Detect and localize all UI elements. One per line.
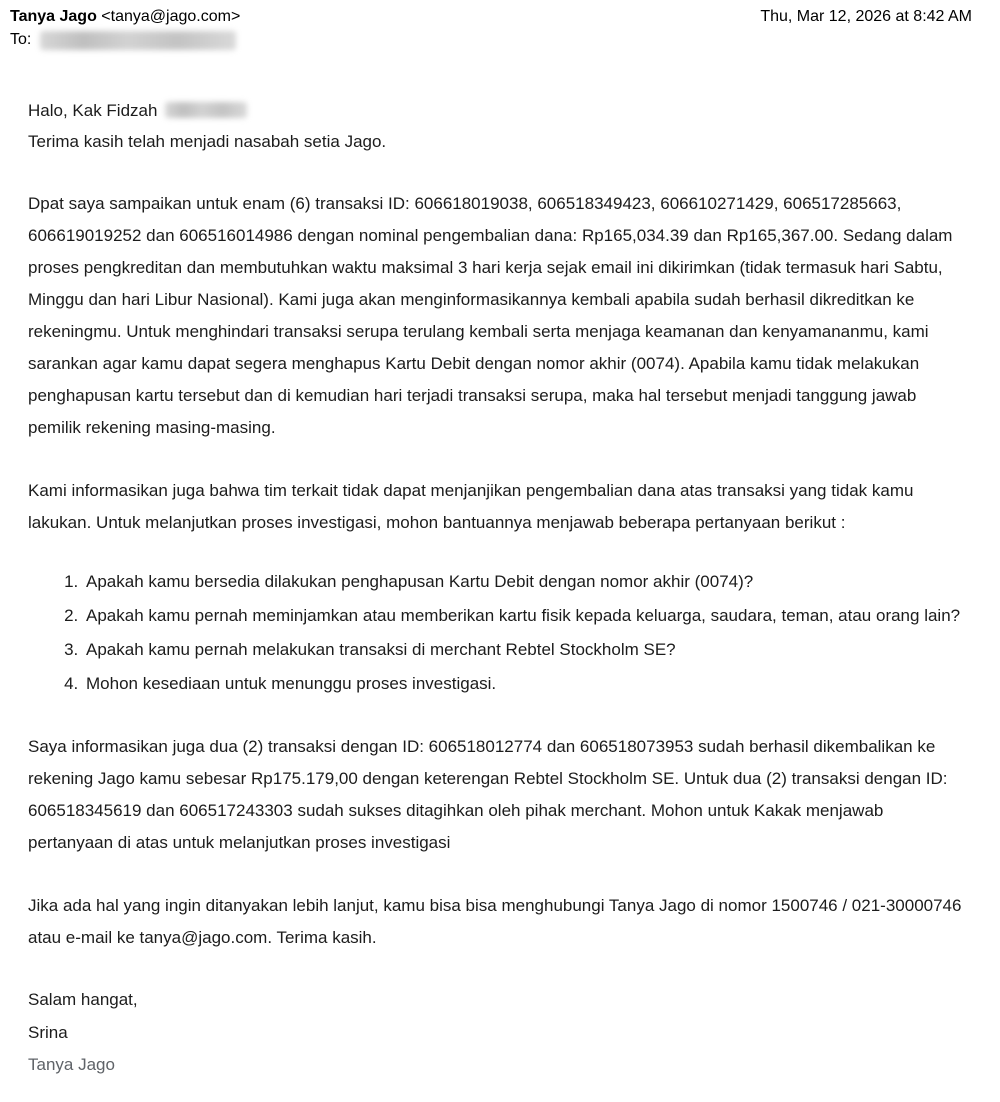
- signature-closing: Salam hangat,: [28, 990, 138, 1009]
- recipient-line: [10, 29, 972, 51]
- question-list: [28, 565, 962, 700]
- email-header: [0, 4, 1000, 51]
- signature-company: Tanya Jago: [28, 1055, 115, 1074]
- sender-name: Tanya Jago: [10, 8, 97, 25]
- sender-line: [10, 6, 240, 28]
- question-item-3: 3. Apakah kamu pernah melakukan transaksi di merchant Rebtel Stockholm SE?: [83, 633, 962, 666]
- thanks-line: Terima kasih telah menjadi nasabah setia Jago.: [28, 132, 387, 151]
- email-body: [0, 95, 1000, 1082]
- email-date: Thu, Mar 12, 2026 at 8:42 AM: [760, 8, 972, 25]
- paragraph-returned-transactions: Saya informasikan juga dua (2) transaksi dengan ID: 606518012774 dan 606518073953 sudah berhasil dikembalikan ke rekening Jago kamu sebesar Rp175.179,00 dengan keterengan Rebtel Stockholm SE. Untuk dua (2) transaksi dengan ID: 606518345619 dan 606517243303 sudah sukses ditagihkan oleh pihak merchant. Mohon untuk Kakak menjawab pertanyaan di atas untuk melanjutkan proses investigasi: [28, 737, 948, 852]
- to-label: To:: [10, 31, 32, 48]
- paragraph-investigation-intro: Kami informasikan juga bahwa tim terkait tidak dapat menjanjikan pengembalian dana atas transaksi yang tidak kamu lakukan. Untuk melanjutkan proses investigasi, mohon bantuannya menjawab beberapa pertanyaan berikut :: [28, 481, 914, 532]
- signature-name: Srina: [28, 1022, 68, 1042]
- question-item-2: 2. Apakah kamu pernah meminjamkan atau memberikan kartu fisik kepada keluarga, saudara, teman, atau orang lain?: [83, 599, 962, 632]
- greeting-line: [28, 95, 962, 126]
- question-item-4: 4. Mohon kesediaan untuk menunggu proses investigasi.: [83, 667, 962, 700]
- signature-block: [28, 984, 962, 1082]
- redacted-name-blur: [165, 102, 247, 118]
- paragraph-refund-info: Dpat saya sampaikan untuk enam (6) transaksi ID: 606618019038, 606518349423, 606610271429, 606517285663, 606619019252 dan 606516014986 dengan nominal pengembalian dana: Rp165,034.39 dan Rp165,367.00. Sedang dalam proses pengkreditan dan membutuhkan waktu maksimal 3 hari kerja sejak email ini dikirimkan (tidak termasuk hari Sabtu, Minggu dan hari Libur Nasional). Kami juga akan menginformasikannya kembali apabila sudah berhasil dikreditkan ke rekeningmu. Untuk menghindari transaksi serupa terulang kembali serta menjaga keamanan dan kenyamananmu, kami sarankan agar kamu dapat segera menghapus Kartu Debit dengan nomor akhir (0074). Apabila kamu tidak melakukan penghapusan kartu tersebut dan di kemudian hari terjadi transaksi serupa, maka hal tersebut menjadi tanggung jawab pemilik rekening masing-masing.: [28, 194, 953, 437]
- paragraph-contact-info: Jika ada hal yang ingin ditanyakan lebih lanjut, kamu bisa bisa menghubungi Tanya Jago di nomor 1500746 / 021-30000746 atau e-mail ke tanya@jago.com. Terima kasih.: [28, 896, 962, 947]
- greeting-block: [28, 95, 962, 157]
- sender-email: <tanya@jago.com>: [101, 8, 241, 25]
- greeting-text: Halo, Kak Fidzah: [28, 101, 158, 120]
- redacted-recipient-blur: [40, 31, 236, 50]
- question-item-1: 1. Apakah kamu bersedia dilakukan penghapusan Kartu Debit dengan nomor akhir (0074)?: [83, 565, 962, 598]
